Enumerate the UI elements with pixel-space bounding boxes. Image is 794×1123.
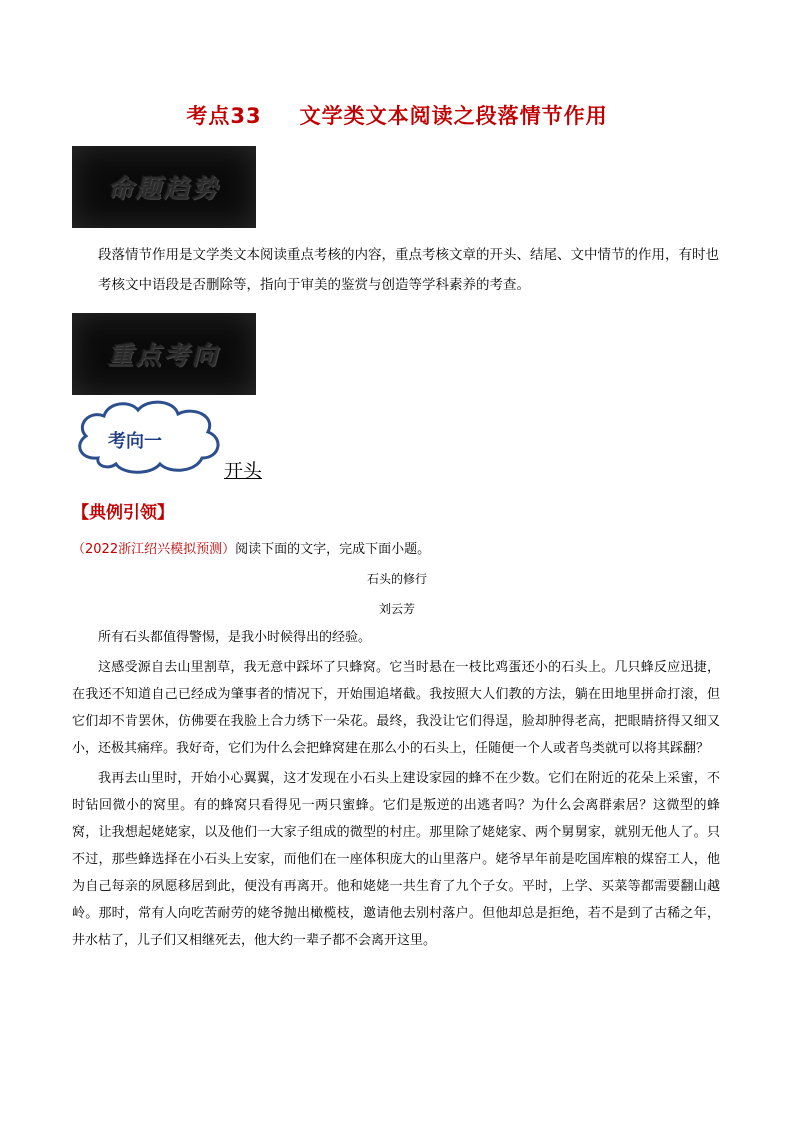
page-title <box>0 100 794 130</box>
title-text: 文学类文本阅读之段落情节作用 <box>299 104 608 128</box>
story-body <box>72 624 720 957</box>
story-paragraph: 这感受源自去山里割草，我无意中踩坏了只蜂窝。它当时悬在一枝比鸡蛋还小的石头上。几只蜂反应迅捷，在我还不知道自己已经成为肇事者的情况下，开始围追堵截。我按照大人们教的方法，躺在田地里拼命打滚，但它们却不肯罢休，仿佛要在我脸上合力绣下一朵花。最终，我没让它们得逞，脸却肿得老高，把眼睛挤得又细又小，还极其痛痒。我好奇，它们为什么会把蜂窝建在那么小的石头上，任随便一个人或者鸟类就可以将其踩翻？ <box>72 660 720 756</box>
trend-banner <box>72 146 256 228</box>
instruction-text: 阅读下面的文字，完成下面小题。 <box>235 542 431 557</box>
story-paragraph: 所有石头都值得警惕，是我小时候得出的经验。 <box>98 630 372 645</box>
example-heading: 【典例引领】 <box>72 503 174 523</box>
title-code: 考点33 <box>186 104 262 128</box>
focus-banner <box>72 313 256 395</box>
story-paragraph: 我再去山里时，开始小心翼翼，这才发现在小石头上建设家园的蜂不在少数。它们在附近的花朵上采蜜，不时钻回微小的窝里。有的蜂窝只看得见一两只蜜蜂。它们是叛逆的出逃者吗？为什么会离群索居？这微型的蜂窝，让我想起姥姥家，以及他们一大家子组成的微型的村庄。那里除了姥姥家、两个舅舅家，就别无他人了。只不过，那些蜂选择在小石头上安家，而他们在一座体积庞大的山里落户。姥爷早年前是吃国库粮的煤窑工人，他为自己每亲的夙愿移居到此，便没有再离开。他和姥姥一共生育了九个子女。平时，上学、买菜等都需要翻山越岭。那时，常有人向吃苦耐劳的姥爷抛出橄榄枝，邀请他去别村落户。但他却总是拒绝，若不是到了古稀之年，井水枯了，儿子们又相继死去，他大约一辈子都不会离开这里。 <box>72 771 720 948</box>
story-author: 刘云芳 <box>378 602 415 616</box>
direction-title: 开头 <box>224 460 263 482</box>
intro-paragraph: 段落情节作用是文学类文本阅读重点考核的内容，重点考核文章的开头、结尾、文中情节的作用，有时也考核文中语段是否删除等，指向于审美的鉴赏与创造等学科素养的考查。 <box>98 247 719 293</box>
story-title: 石头的修行 <box>366 572 427 586</box>
direction-badge: 考向一 <box>108 431 162 452</box>
trend-banner-label: 命题趋势 <box>107 174 220 203</box>
source-tag: （2022浙江绍兴模拟预测） <box>72 542 236 557</box>
source-line <box>72 538 430 557</box>
focus-banner-label: 重点考向 <box>107 341 220 370</box>
